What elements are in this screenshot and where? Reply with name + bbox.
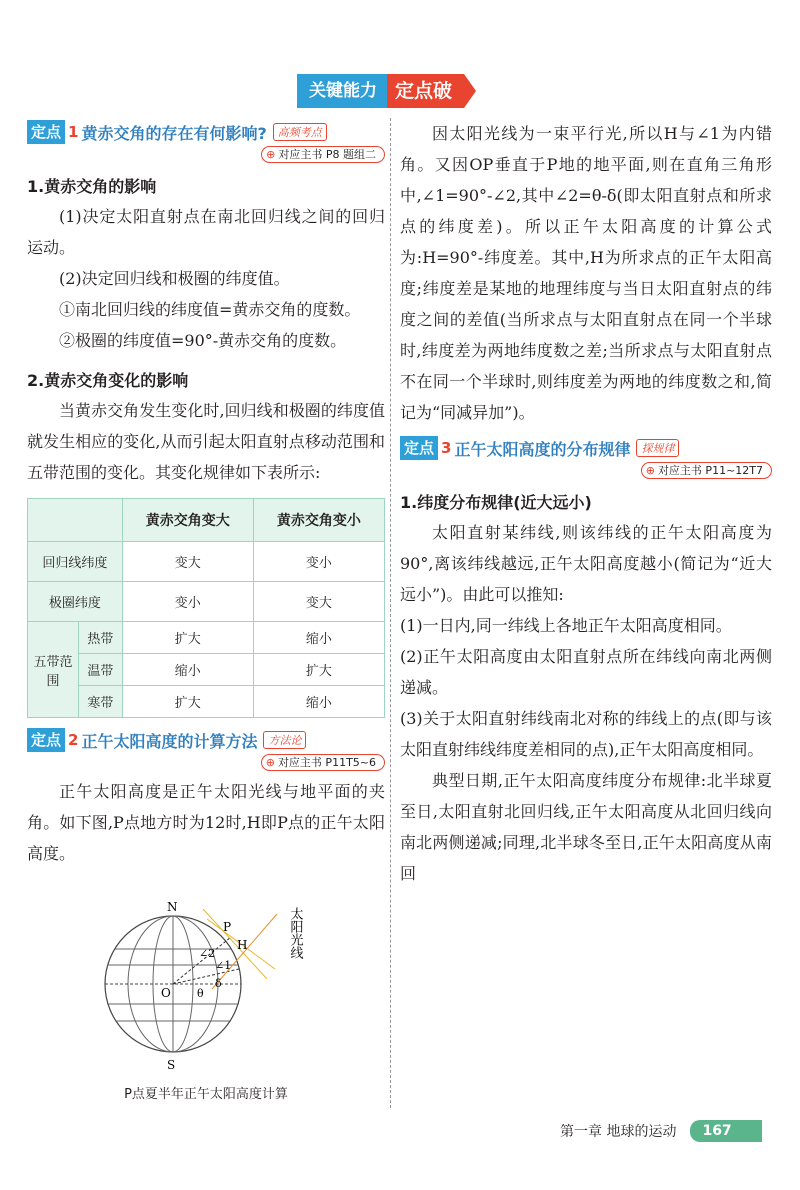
fig-label-O: O <box>161 986 171 1000</box>
heading: 2.黄赤交角变化的影响 <box>27 371 189 390</box>
kp-badge: 方法论 <box>263 731 306 749</box>
paragraph: 因太阳光线为一束平行光,所以H与∠1为内错角。又因OP垂直于P地的地平面,则在直角三角形中,∠1=90°-∠2,其中∠2=θ-δ(即太阳直射点和所求点的纬度差)。所以正午太阳高度的计算公式为:H=90°-纬度差。其中,H为所求点的正午太阳高度;纬度差是某地的地理纬度与当日太阳直射点的纬度之间的差值(当所求点与太阳直射点在同一个半球时,纬度差为两地纬度数之差;当所求点与太阳直射点不在同一个半球时,则纬度差为两地的纬度数之和,简记为“同减异加”)。 <box>400 124 772 422</box>
target-icon: ⊕ <box>645 464 655 477</box>
table-group-label: 五带范围 <box>28 622 79 718</box>
paragraph: 正午太阳高度是正午太阳光线与地平面的夹角。如下图,P点地方时为12时,H即P点的正午太阳高度。 <box>27 782 385 863</box>
kp-title: 正午太阳高度的计算方法 <box>81 731 258 751</box>
banner-left: 关键能力 <box>297 74 387 108</box>
table-cell: 变小 <box>122 582 253 622</box>
fig-label-N: N <box>167 900 178 914</box>
keypoint-1-header <box>27 118 385 146</box>
table-corner <box>28 499 123 542</box>
paragraph: ①南北回归线的纬度值=黄赤交角的度数。 <box>59 300 361 319</box>
kp-ref: ⊕ 对应主书 P8 题组二 <box>27 146 385 162</box>
table-row-label: 回归线纬度 <box>28 542 123 582</box>
kp-ref: ⊕ 对应主书 P11T5~6 <box>27 754 385 770</box>
table-cell: 扩大 <box>122 622 253 654</box>
figure-caption: P点夏半年正午太阳高度计算 <box>124 1087 288 1102</box>
kp-badge: 高频考点 <box>273 123 327 141</box>
sun-altitude-figure <box>27 869 385 1079</box>
paragraph: ②极圈的纬度值=90°-黄赤交角的度数。 <box>59 331 347 350</box>
kp-num: 3 <box>441 439 452 457</box>
banner-right: 定点破 <box>387 74 464 108</box>
keypoint-3-header <box>400 434 772 462</box>
table-row-label: 寒带 <box>79 686 123 718</box>
column-divider <box>390 118 391 1108</box>
fig-label-H: H <box>237 938 248 952</box>
paragraph: 当黄赤交角发生变化时,回归线和极圈的纬度值就发生相应的变化,从而引起太阳直射点移动范围和五带范围的变化。其变化规律如下表所示: <box>27 401 385 482</box>
table-cell: 缩小 <box>122 654 253 686</box>
table-header: 黄赤交角变小 <box>253 499 384 542</box>
kp-badge: 探规律 <box>636 439 679 457</box>
table-cell: 变大 <box>253 582 384 622</box>
globe-diagram <box>27 869 385 1079</box>
fig-label-theta: θ <box>197 987 204 1000</box>
table-cell: 扩大 <box>122 686 253 718</box>
kp-ref: ⊕ 对应主书 P11~12T7 <box>400 462 772 478</box>
keypoint-2-header <box>27 726 385 754</box>
table-cell: 缩小 <box>253 622 384 654</box>
fig-label-angle2: ∠2 <box>199 947 216 960</box>
paragraph: (1)决定太阳直射点在南北回归线之间的回归运动。 <box>27 207 385 257</box>
paragraph: (2)正午太阳高度由太阳直射点所在纬线向南北两侧递减。 <box>400 647 772 697</box>
fig-label-S: S <box>167 1058 176 1072</box>
heading: 1.黄赤交角的影响 <box>27 177 157 196</box>
paragraph: (1)一日内,同一纬线上各地正午太阳高度相同。 <box>400 616 732 635</box>
kp-tag: 定点 <box>27 728 65 752</box>
fig-label-delta: δ <box>215 977 222 990</box>
page-footer <box>560 1120 762 1142</box>
kp-num: 1 <box>68 123 79 141</box>
fig-label-angle1: ∠1 <box>215 959 232 972</box>
table-row-label: 热带 <box>79 622 123 654</box>
table-row-label: 温带 <box>79 654 123 686</box>
chapter-label: 第一章 地球的运动 <box>560 1124 677 1140</box>
kp-title: 黄赤交角的存在有何影响? <box>81 123 267 143</box>
section-banner <box>297 74 464 108</box>
kp-title: 正午太阳高度的分布规律 <box>454 439 631 459</box>
paragraph: 典型日期,正午太阳高度纬度分布规律:北半球夏至日,太阳直射北回归线,正午太阳高度从北回归线向南北两侧递减;同理,北半球冬至日,正午太阳高度从南回 <box>400 771 772 883</box>
table-row-label: 极圈纬度 <box>28 582 123 622</box>
fig-label-sunlight: 太阳光线 <box>287 907 303 959</box>
paragraph: (3)关于太阳直射纬线南北对称的纬线上的点(即与该太阳直射纬线纬度差相同的点),正午太阳高度相同。 <box>400 709 772 759</box>
kp-tag: 定点 <box>27 120 65 144</box>
page-number: 167 <box>690 1120 761 1142</box>
table-cell: 变大 <box>122 542 253 582</box>
paragraph: 太阳直射某纬线,则该纬线的正午太阳高度为90°,离该纬线越远,正午太阳高度越小(简记为“近大远小”)。由此可以推知: <box>400 523 772 604</box>
table-cell: 缩小 <box>253 686 384 718</box>
fig-label-P: P <box>223 920 232 934</box>
obliquity-table <box>27 498 385 718</box>
kp-num: 2 <box>68 731 79 749</box>
table-header: 黄赤交角变大 <box>122 499 253 542</box>
right-column <box>400 118 772 889</box>
heading: 1.纬度分布规律(近大远小) <box>400 493 592 512</box>
table-cell: 变小 <box>253 542 384 582</box>
kp-tag: 定点 <box>400 436 438 460</box>
target-icon: ⊕ <box>265 756 275 769</box>
left-column <box>27 118 385 1102</box>
target-icon: ⊕ <box>266 148 276 161</box>
paragraph: (2)决定回归线和极圈的纬度值。 <box>59 269 290 288</box>
table-cell: 扩大 <box>253 654 384 686</box>
